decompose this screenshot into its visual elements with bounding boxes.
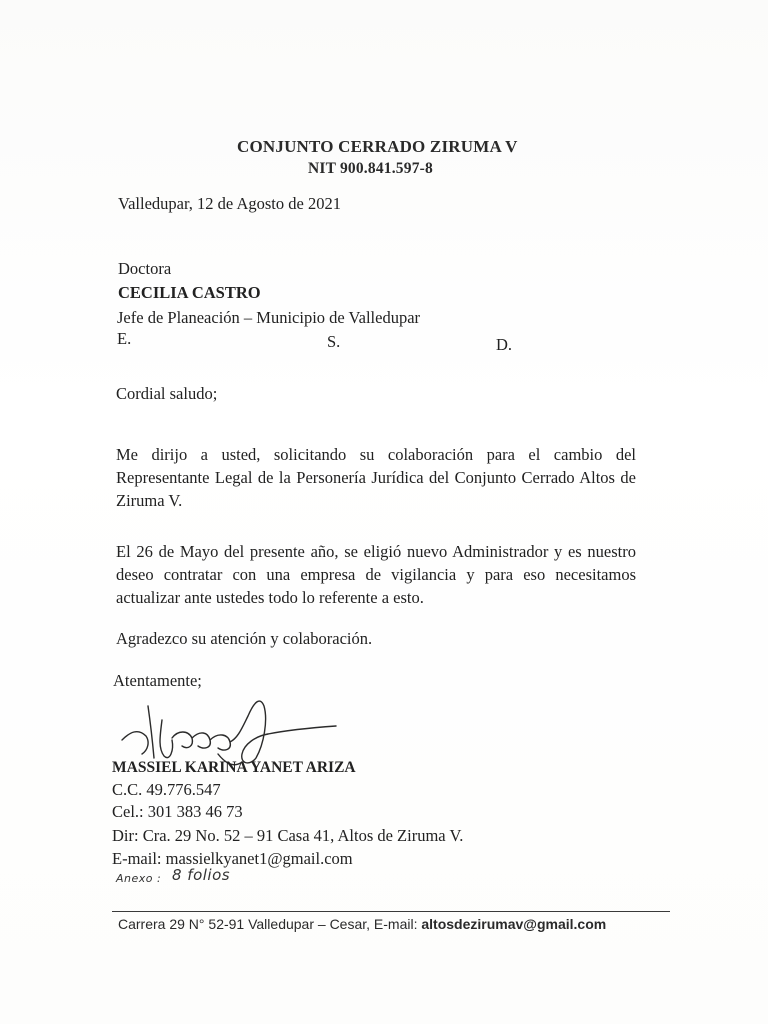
footer-divider [112, 911, 670, 912]
annex-value: 8 folios [172, 866, 231, 884]
esd-s: S. [327, 332, 341, 351]
signer-name: MASSIEL KARINA YANET ARIZA [112, 759, 356, 776]
body-paragraph-2: El 26 de Mayo del presente año, se eligió nuevo Administrador y es nuestro deseo contratar con una empresa de vigilancia y para eso necesitamos actualizar ante ustedes todo lo referente a esto. [116, 542, 636, 607]
footer-address-text: Carrera 29 N° 52-91 Valledupar – Cesar, E-mail: [118, 916, 422, 932]
recipient-position: Jefe de Planeación – Municipio de Valledupar [117, 308, 421, 327]
signer-phone: Cel.: 301 383 46 73 [112, 802, 243, 821]
body-paragraph-3: Agradezco su atención y colaboración. [116, 629, 373, 648]
greeting: Cordial saludo; [116, 384, 218, 403]
body-paragraph-1: Me dirijo a usted, solicitando su colaboración para el cambio del Representante Legal de la Personería Jurídica del Conjunto Cerrado Altos de Ziruma V. [116, 445, 636, 510]
esd-d: D. [496, 335, 513, 354]
signer-address: Dir: Cra. 29 No. 52 – 91 Casa 41, Altos de Ziruma V. [112, 826, 464, 845]
recipient-name: CECILIA CASTRO [118, 283, 261, 302]
annex-label: Anexo : [116, 872, 162, 885]
place-date: Valledupar, 12 de Agosto de 2021 [118, 194, 341, 213]
signer-id: C.C. 49.776.547 [112, 780, 221, 799]
footer-email: altosdezirumav@gmail.com [421, 916, 607, 932]
closing: Atentamente; [113, 671, 202, 690]
signer-email: E-mail: massielkyanet1@gmail.com [112, 849, 353, 868]
footer-address [118, 916, 606, 932]
organization-name: CONJUNTO CERRADO ZIRUMA V [237, 137, 518, 156]
organization-nit: NIT 900.841.597-8 [308, 160, 433, 177]
recipient-title: Doctora [118, 259, 172, 278]
esd-e: E. [117, 329, 132, 348]
